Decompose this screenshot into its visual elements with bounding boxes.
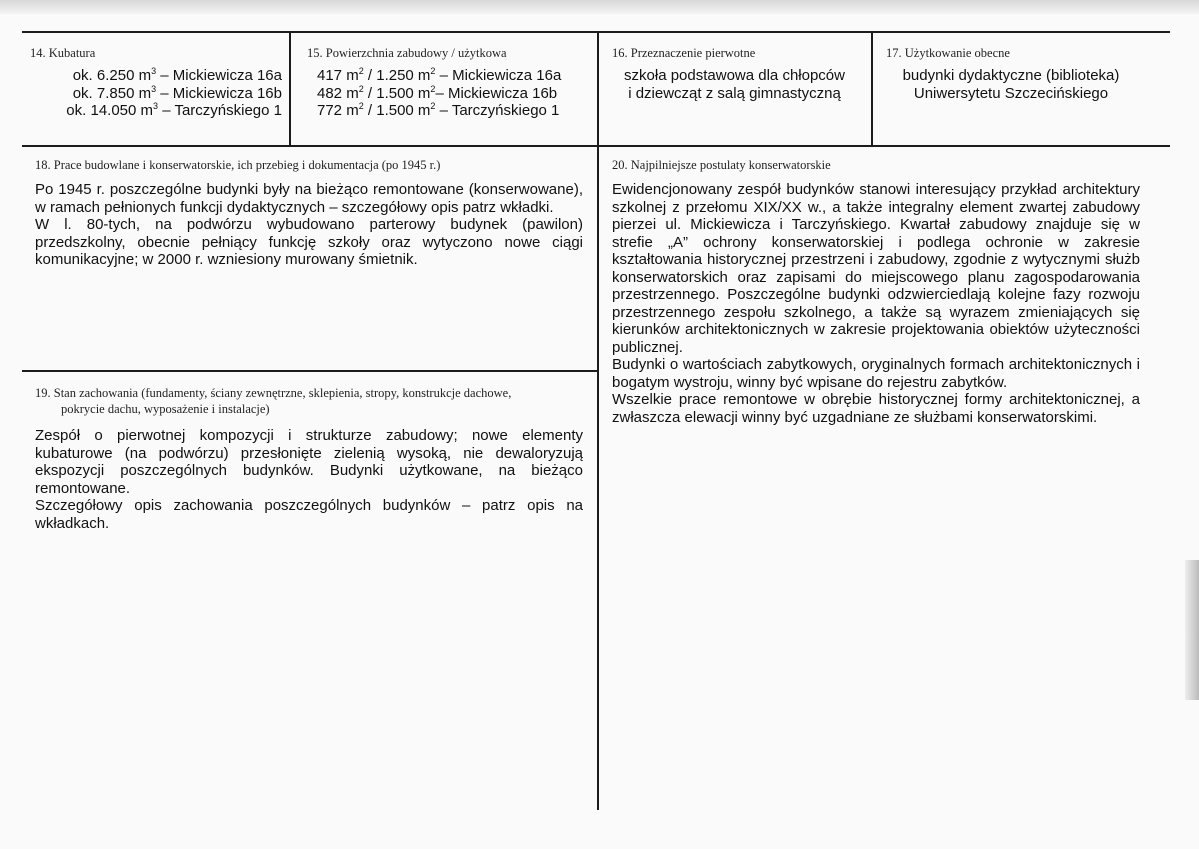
scan-top-edge [0,0,1199,14]
top-border [22,31,1170,33]
paragraph: Budynki o wartościach zabytkowych, oryginalnych formach architektonicznych i bogatym wystroju, winny być wpisane do rejestru zabytków. [612,356,1140,391]
uzytkowanie-line: Uniwersytetu Szczecińskiego [913,84,1109,102]
section-17-label: 17. Użytkowanie obecne [886,46,1010,60]
powierzchnia-row: 417 $m^2 / 1.250$ $m^2$ – Mickiewicza 16a [317,66,562,84]
paragraph: W l. 80-tych, na podwórzu wybudowano parterowy budynek (pawilon) przedszkolny, obecnie pełniący funkcję szkoły oraz wytyczono nowe ciągi komunikacyjne; w 2000 r. wzniesiony murowany śmietnik. [35,216,583,268]
przeznaczenie-line: i dziewcząt z salą gimnastyczną [628,84,841,102]
powierzchnia-row: 772 $m^2 / 1.500$ $m^2$ – Tarczyńskiego 1 [317,101,560,119]
paragraph: Zespół o pierwotnej kompozycji i strukturze zabudowy; nowe elementy kubaturowe (na podwórzu) przesłonięte zielenią wysoką, nie dewaloryzują ekspozycji poszczególnych budynków. Budynki użytkowane, na bieżąco remontowane. [35,427,583,497]
main-column-divider [597,31,599,810]
divider-16-17 [871,31,873,147]
section-20-text [612,181,1140,426]
uzytkowanie-line: budynki dydaktyczne (biblioteka) [902,67,1120,84]
section-18-prace [35,157,583,269]
section-20-label: 20. Najpilniejsze postulaty konserwatorskie [612,158,831,172]
scan-right-edge [1185,560,1199,700]
kubatura-row: ok. 14.050 $m^3$ – Tarczyńskiego 1 [66,101,282,119]
kubatura-row: ok. 7.850 $m^3$ – Mickiewicza 16b [72,83,282,102]
section-15-label: 15. Powierzchnia zabudowy / użytkowa [307,46,507,60]
section-18-text [35,181,583,269]
section-15-values [307,67,592,120]
divider-14-15 [289,31,291,147]
section-18-19-divider [22,370,598,372]
section-14-label: 14. Kubatura [30,46,96,60]
przeznaczenie-line: szkoła podstawowa dla chłopców [624,67,845,84]
paragraph: Ewidencjonowany zespół budynków stanowi interesujący przykład architektury szkolnej z przełomu XIX/XX w., a także integralny element zwartej zabudowy pierzei ul. Mickiewicza i Tarczyńskiego. Kwartał zabudowy znajduje się w strefie „A” ochrony konserwatorskiej i podlega ochronie w zakresie kształtowania historycznej przestrzeni i zabudowy, zgodnie z wytycznymi służb konserwatorskich oraz zapisami do miejscowego planu zagospodarowania przestrzennego. Poszczególne budynki odzwierciedlają kolejne fazy rozwoju przestrzennego zespołu szkolnego, a także są wyrazem zmieniających się kierunków architektonicznych w zakresie projektowania obiektów użyteczności publicznej. [612,181,1140,356]
section-19-stan-zachowania [35,385,583,532]
powierzchnia-row: 482 $m^2 / 1.500$ $m^2-$ Mickiewicza 16b [317,83,558,102]
section-16-label: 16. Przeznaczenie pierwotne [612,46,756,60]
kubatura-row: ok. 6.250 $m^3$ – Mickiewicza 16a [72,66,282,84]
section-14-values [30,67,285,120]
section-17-values [886,67,1136,102]
section-15-powierzchnia [307,45,592,120]
section-16-values [612,67,857,102]
section-19-text [35,427,583,532]
section-16-przeznaczenie [612,45,867,102]
row1-bottom-border [22,145,1170,147]
section-17-uzytkowanie [886,45,1166,102]
section-18-label: 18. Prace budowlane i konserwatorskie, ich przebieg i dokumentacja (po 1945 r.) [35,158,441,172]
paragraph: Po 1945 r. poszczególne budynki były na bieżąco remontowane (konserwowane), w ramach pełnionych funkcji dydaktycznych – szczegółowy opis patrz wkładki. [35,181,583,216]
paragraph: Szczegółowy opis zachowania poszczególnych budynków – patrz opis na wkładkach. [35,497,583,532]
section-19-label-line2: pokrycie dachu, wyposażenie i instalacje) [61,402,270,416]
section-19-label-line1: 19. Stan zachowania (fundamenty, ściany zewnętrzne, sklepienia, stropy, konstrukcje dachowe, [35,386,512,400]
section-14-kubatura [30,45,285,120]
section-20-postulaty [612,157,1140,426]
paragraph: Wszelkie prace remontowe w obrębie historycznej formy architektonicznej, a zwłaszcza elewacji winny być uzgadniane ze służbami konserwatorskimi. [612,391,1140,426]
